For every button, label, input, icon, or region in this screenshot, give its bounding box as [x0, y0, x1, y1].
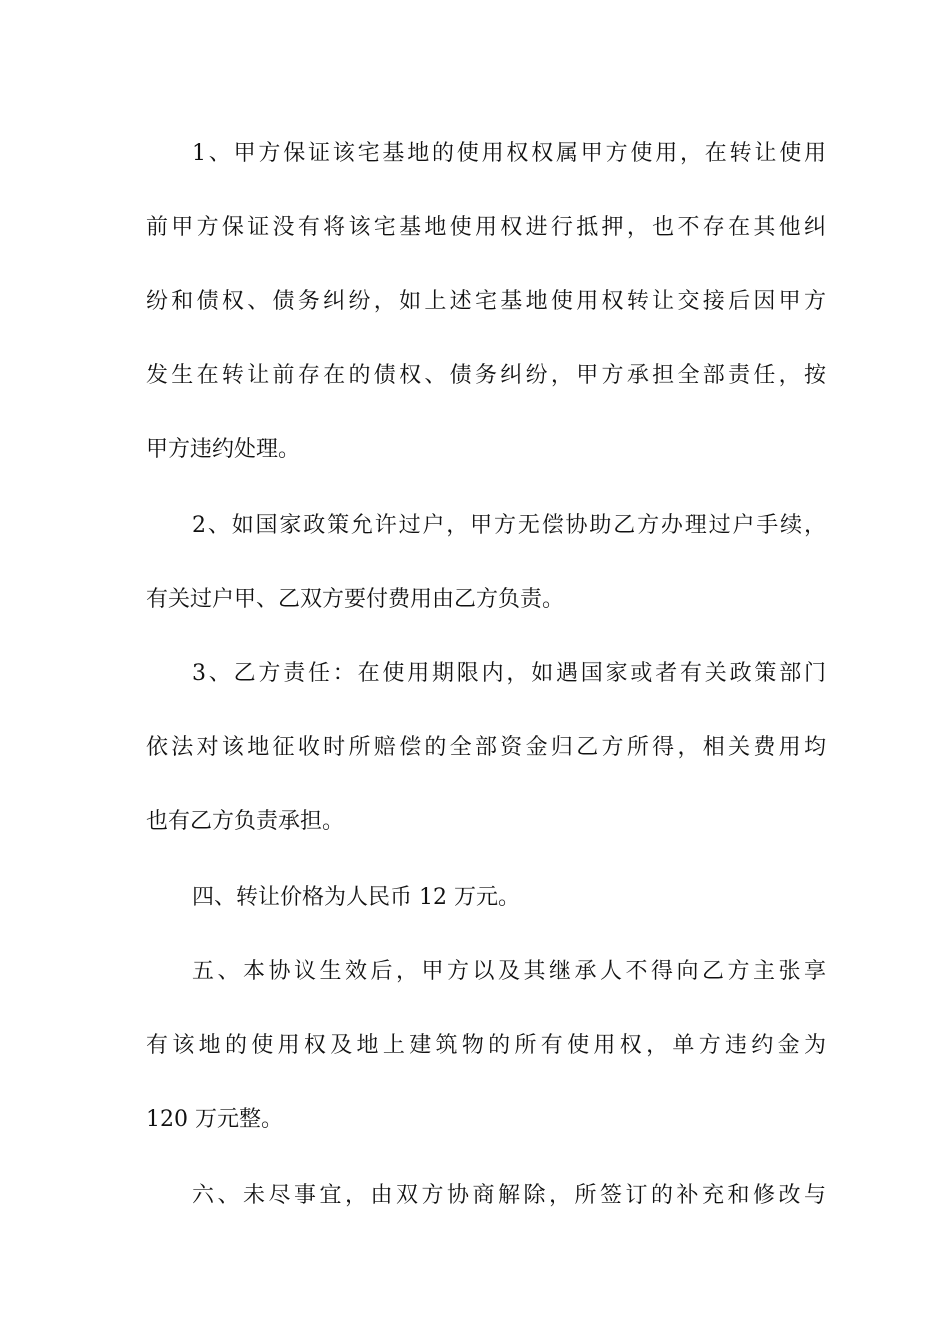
paragraph-3-line-3: 也有乙方负责承担。: [146, 809, 345, 834]
paragraph-5-line-2: 有该地的使用权及地上建筑物的所有使用权，单方违约金为: [146, 1033, 826, 1058]
paragraph-2-line-2: 有关过户甲、乙双方要付费用由乙方负责。: [146, 587, 565, 612]
paragraph-3-line-1: 3、乙方责任：在使用期限内，如遇国家或者有关政策部门: [192, 661, 826, 686]
paragraph-1-line-4: 发生在转让前存在的债权、债务纠纷，甲方承担全部责任，按: [146, 363, 826, 388]
paragraph-2-line-1: 2、如国家政策允许过户，甲方无偿协助乙方办理过户手续，: [192, 513, 826, 538]
paragraph-5-line-3: 120 万元整。: [146, 1107, 283, 1132]
paragraph-1-line-2: 前甲方保证没有将该宅基地使用权进行抵押，也不存在其他纠: [146, 215, 826, 240]
paragraph-4-line-1: 四、转让价格为人民币 12 万元。: [192, 885, 520, 910]
paragraph-1-line-1: 1、甲方保证该宅基地的使用权权属甲方使用，在转让使用: [192, 141, 826, 166]
paragraph-3-line-2: 依法对该地征收时所赔偿的全部资金归乙方所得，相关费用均: [146, 735, 826, 760]
paragraph-6-line-1: 六、未尽事宜，由双方协商解除，所签订的补充和修改与: [192, 1183, 826, 1208]
paragraph-1-line-5: 甲方违约处理。: [146, 437, 301, 462]
paragraph-5-line-1: 五、本协议生效后，甲方以及其继承人不得向乙方主张享: [192, 959, 826, 984]
paragraph-1-line-3: 纷和债权、债务纠纷，如上述宅基地使用权转让交接后因甲方: [146, 289, 826, 314]
